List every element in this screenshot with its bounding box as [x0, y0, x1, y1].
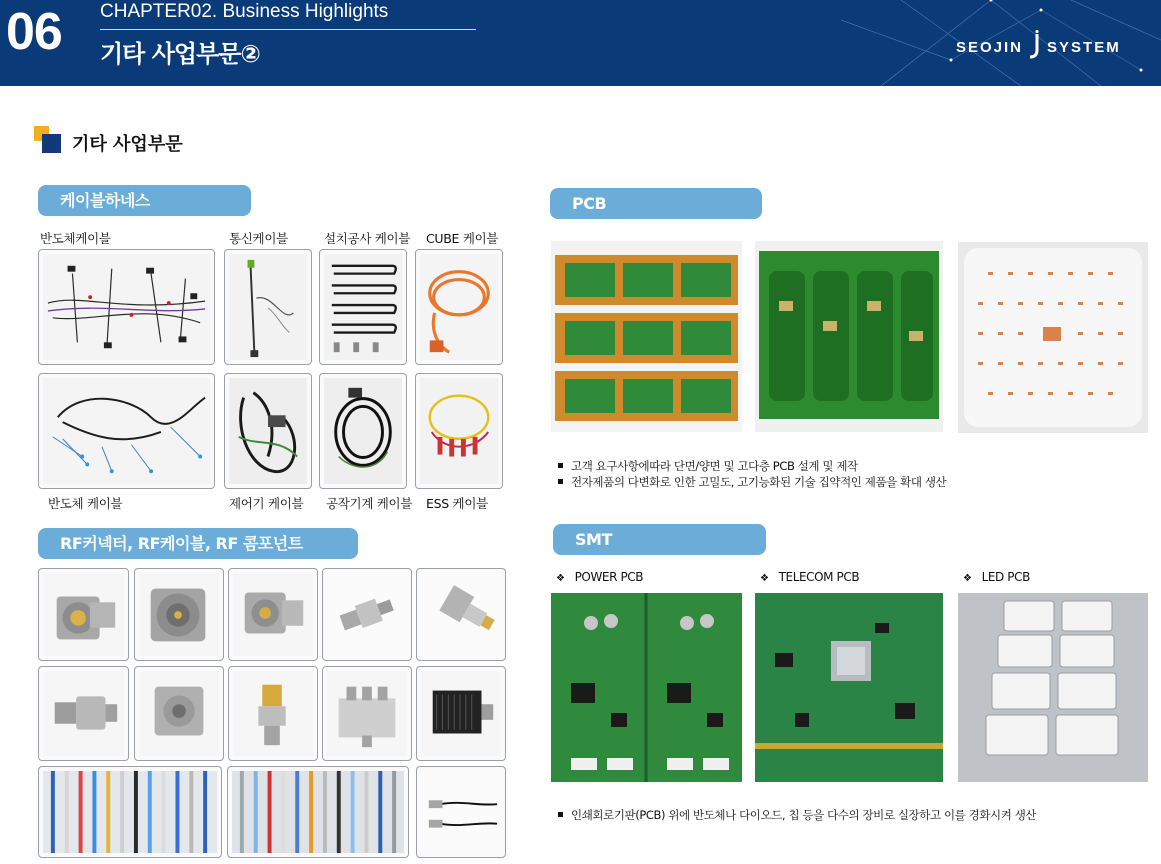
diamond-bullet-icon: ❖	[760, 573, 769, 584]
caption-machine-tool-cable: 공작기계 케이블	[326, 496, 413, 511]
photo-ess-cable	[415, 373, 503, 489]
photo-rf-connector-5	[134, 666, 224, 761]
chapter-title: 기타 사업부문②	[100, 40, 260, 68]
section-marker-icon	[34, 126, 64, 154]
smt-label: SMT	[553, 524, 766, 555]
logo-j-icon	[1025, 30, 1045, 64]
pcb-bullets	[558, 458, 946, 490]
photo-rf-cable-1	[38, 766, 222, 858]
photo-telecom-cable	[224, 249, 312, 365]
photo-semiconductor-cable-2	[38, 373, 215, 489]
caption-telecom-pcb: ❖ TELECOM PCB	[760, 570, 860, 584]
photo-machine-tool-cable	[319, 373, 407, 489]
photo-rf-connector-3	[228, 568, 318, 661]
caption-semiconductor-cable-2: 반도체 케이블	[48, 496, 123, 511]
photo-rf-connector-4	[38, 666, 129, 761]
photo-rf-adapter-1	[322, 568, 412, 661]
logo-text-left: SEOJIN	[956, 38, 1024, 56]
photo-pcb-2	[755, 241, 943, 432]
photo-semiconductor-cable	[38, 249, 215, 365]
pcb-bullet-2: 전자제품의 다변화로 인한 고밀도, 고기능화된 기술 집약적인 제품을 확대 생산	[558, 474, 946, 490]
pcb-bullet-1: 고객 요구사항에따라 단면/양면 및 고다층 PCB 설계 및 제작	[558, 458, 946, 474]
photo-rf-cable-2	[227, 766, 409, 858]
photo-pcb-1	[551, 241, 742, 432]
caption-installation-cable: 설치공사 케이블	[324, 231, 411, 246]
chapter-number: 06	[6, 3, 62, 61]
photo-rf-adapter-2	[416, 568, 506, 661]
caption-cube-cable: CUBE 케이블	[426, 231, 499, 246]
cable-harness-label: 케이블하네스	[38, 185, 251, 216]
smt-bullets	[558, 807, 1036, 823]
photo-rf-connector-1	[38, 568, 129, 661]
photo-installation-cable	[319, 249, 407, 365]
caption-ess-cable: ESS 케이블	[426, 496, 488, 511]
photo-rf-connector-2	[134, 568, 224, 661]
caption-power-pcb: ❖ POWER PCB	[556, 570, 644, 584]
photo-telecom-pcb	[755, 593, 943, 782]
photo-controller-cable	[224, 373, 312, 489]
rf-label: RF커넥터, RF케이블, RF 콤포넌트	[38, 528, 358, 559]
caption-semiconductor-cable: 반도체케이블	[40, 231, 111, 246]
chapter-subtitle: CHAPTER02. Business Highlights	[100, 1, 389, 22]
photo-rf-cable-assembly	[416, 766, 506, 858]
header-divider	[100, 29, 476, 30]
pcb-label: PCB	[550, 188, 762, 219]
photo-rf-component-1	[322, 666, 412, 761]
photo-pcb-3	[958, 242, 1148, 433]
photo-led-pcb	[958, 593, 1148, 782]
caption-led-pcb: ❖ LED PCB	[963, 570, 1030, 584]
section-title: 기타 사업부문	[72, 134, 183, 155]
company-logo	[956, 30, 1121, 64]
page-header	[0, 0, 1161, 86]
diamond-bullet-icon: ❖	[556, 573, 565, 584]
photo-cube-cable	[415, 249, 503, 365]
photo-rf-connector-6	[228, 666, 318, 761]
logo-text-right: SYSTEM	[1047, 38, 1121, 56]
caption-telecom-cable: 통신케이블	[229, 231, 288, 246]
smt-bullet-1: 인쇄회로기판(PCB) 위에 반도체나 다이오드, 칩 등을 다수의 장비로 실장하고 이를 경화시켜 생산	[558, 807, 1036, 823]
photo-rf-component-2	[416, 666, 506, 761]
caption-controller-cable: 제어기 케이블	[229, 496, 304, 511]
photo-power-pcb	[551, 593, 742, 782]
diamond-bullet-icon: ❖	[963, 573, 972, 584]
